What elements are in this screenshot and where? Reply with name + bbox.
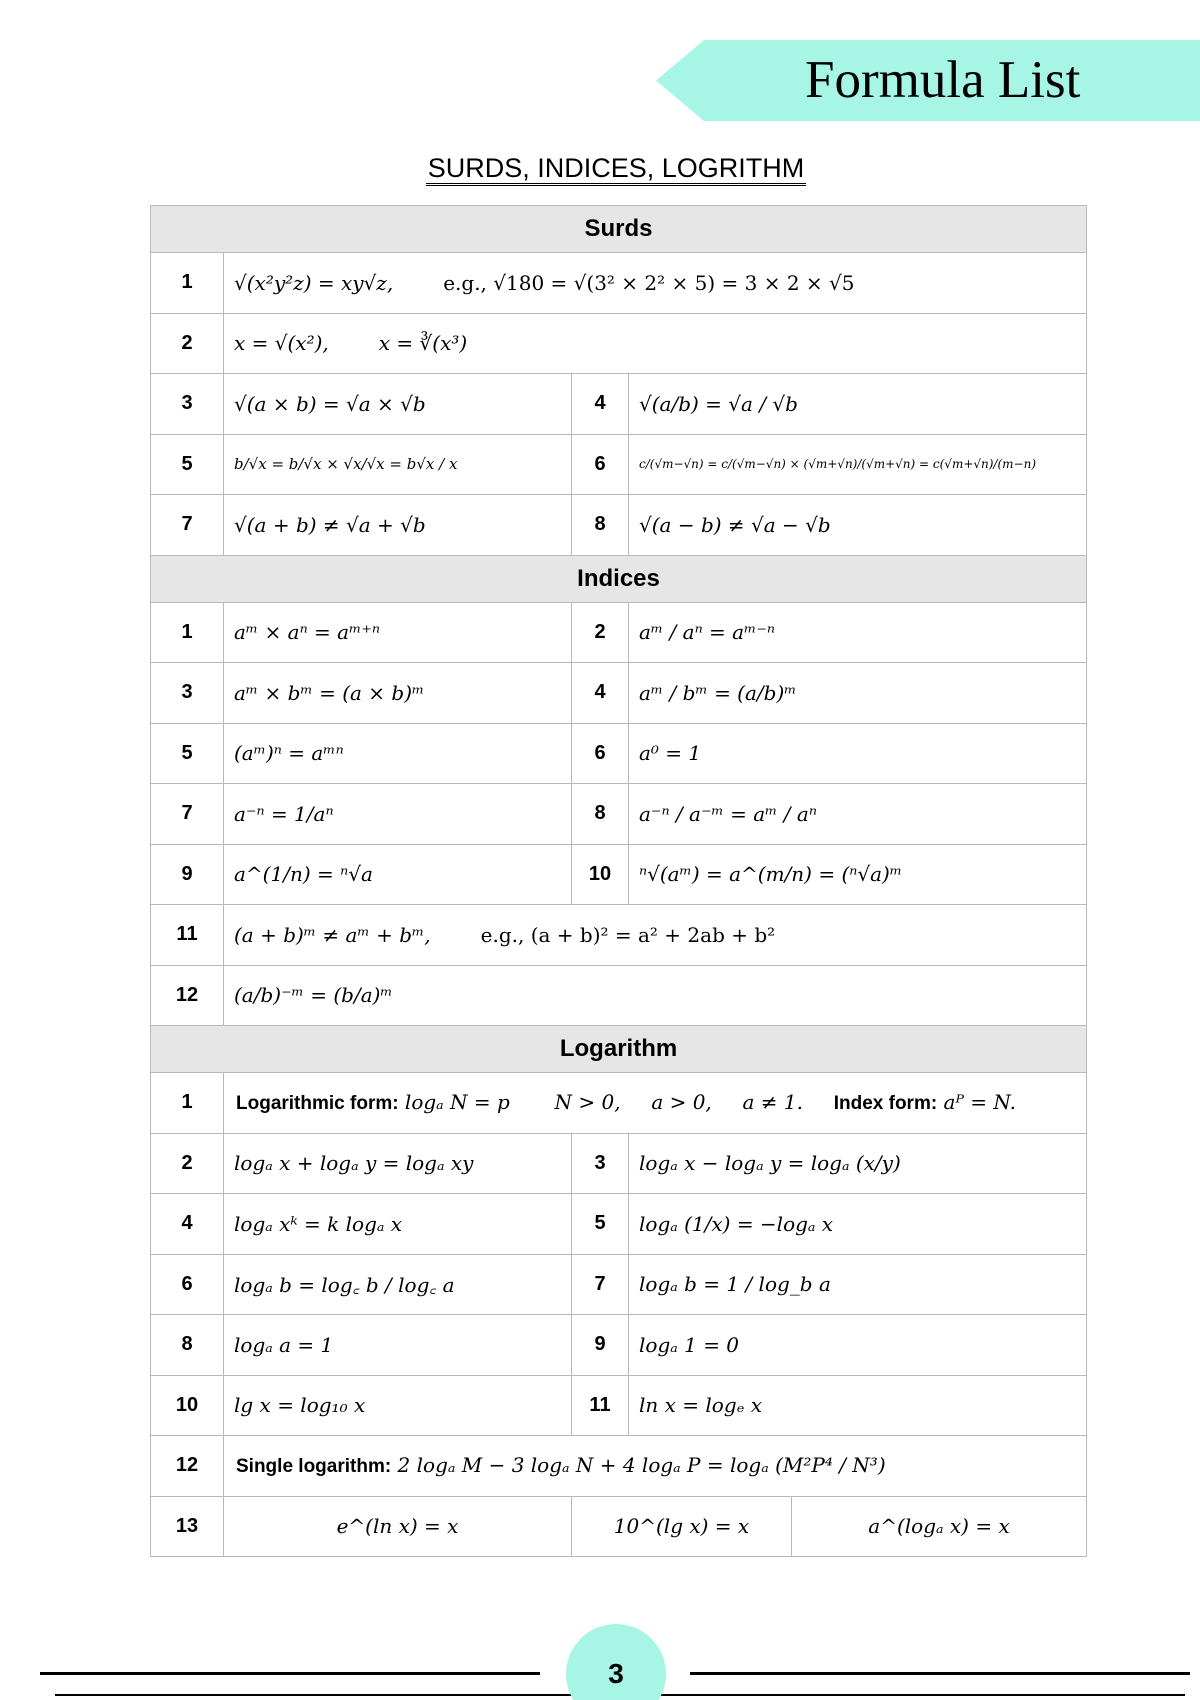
formula-number: 12 [151,965,224,1026]
table-row [151,495,1087,556]
index-form-label: Index form: [833,1093,938,1115]
formula-number: 3 [151,374,224,435]
table-row [151,905,1087,966]
formula: 2 logₐ M − 3 logₐ N + 4 logₐ P = logₐ (M²P⁴ / N³) [397,1453,886,1478]
formula-number: 13 [151,1496,224,1557]
formula-number: 4 [151,1194,224,1255]
table-row [151,253,1087,314]
formula: c/(√m−√n) = c/(√m−√n) × (√m+√n)/(√m+√n) = c(√m+√n)/(m−n) [629,434,1087,495]
formula: e^(ln x) = x [224,1496,572,1557]
log-form-formula: logₐ N = p [404,1090,510,1115]
formula-number: 2 [151,313,224,374]
formula-number: 7 [151,495,224,556]
formula-number: 7 [572,1254,629,1315]
formula-number: 6 [572,434,629,495]
formula: logₐ b = log꜀ b / log꜀ a [224,1254,572,1315]
formula-number: 8 [151,1315,224,1376]
table-row [151,723,1087,784]
condition: a ≠ 1. [742,1090,803,1115]
formula-number: 6 [151,1254,224,1315]
formula: logₐ xᵏ = k logₐ x [224,1194,572,1255]
formula-number: 3 [572,1133,629,1194]
formula: √(a/b) = √a / √b [629,374,1087,435]
formula-example: e.g., √180 = √(3² × 2² × 5) = 3 × 2 × √5 [443,270,855,295]
formula: a^(1/n) = ⁿ√a [224,844,572,905]
formula-number: 5 [151,434,224,495]
formula-number: 4 [572,374,629,435]
formula: √(x²y²z) = xy√z, [234,270,394,295]
formula: aᵐ × bᵐ = (a × b)ᵐ [224,663,572,724]
table-row [151,1436,1087,1497]
table-row [151,1254,1087,1315]
table-row [151,313,1087,374]
formula: √(a − b) ≠ √a − √b [629,495,1087,556]
condition: N > 0, [554,1090,621,1115]
section-title: Logarithm [151,1026,1087,1073]
formula: logₐ x − logₐ y = logₐ (x/y) [629,1133,1087,1194]
table-row [151,784,1087,845]
formula: logₐ b = 1 / log_b a [629,1254,1087,1315]
formula-number: 8 [572,784,629,845]
formula: x = √(x²), [234,331,329,356]
single-log-label: Single logarithm: [236,1456,392,1478]
index-form-formula: aᴾ = N. [943,1090,1016,1115]
formula-number: 1 [151,1073,224,1134]
formula-number: 10 [151,1375,224,1436]
formula-number: 1 [151,253,224,314]
table-row [151,602,1087,663]
table-row [151,1375,1087,1436]
formula-cell [224,313,1087,374]
formula-table [150,205,1087,1557]
banner-title: Formula List [805,51,1081,109]
formula-number: 7 [151,784,224,845]
condition: a > 0, [651,1090,712,1115]
formula-number: 5 [572,1194,629,1255]
formula: aᵐ / bᵐ = (a/b)ᵐ [629,663,1087,724]
section-title: Indices [151,555,1087,602]
formula: logₐ x + logₐ y = logₐ xy [224,1133,572,1194]
formula: logₐ (1/x) = −logₐ x [629,1194,1087,1255]
formula-number: 2 [572,602,629,663]
formula: a⁻ⁿ / a⁻ᵐ = aᵐ / aⁿ [629,784,1087,845]
formula-number: 5 [151,723,224,784]
formula-number: 8 [572,495,629,556]
formula-number: 11 [572,1375,629,1436]
formula: (a/b)⁻ᵐ = (b/a)ᵐ [224,965,1087,1026]
table-row [151,1194,1087,1255]
formula-number: 11 [151,905,224,966]
table-row [151,965,1087,1026]
formula: a^(logₐ x) = x [792,1496,1087,1557]
formula: √(a + b) ≠ √a + √b [224,495,572,556]
formula-number: 9 [572,1315,629,1376]
section-header-indices [151,555,1087,602]
formula-cell [224,905,1087,966]
table-row [151,1133,1087,1194]
footer-rule-left [40,1672,540,1675]
formula-example: e.g., (a + b)² = a² + 2ab + b² [480,922,776,947]
formula-example: x = ∛(x³) [378,331,468,356]
formula-cell [224,1073,1087,1134]
formula: lg x = log₁₀ x [224,1375,572,1436]
formula: √(a × b) = √a × √b [224,374,572,435]
formula: logₐ 1 = 0 [629,1315,1087,1376]
formula: aᵐ × aⁿ = aᵐ⁺ⁿ [224,602,572,663]
formula: b/√x = b/√x × √x/√x = b√x / x [224,434,572,495]
formula-number: 4 [572,663,629,724]
formula-number: 12 [151,1436,224,1497]
section-header-surds [151,206,1087,253]
table-row [151,1315,1087,1376]
table-row [151,663,1087,724]
formula: logₐ a = 1 [224,1315,572,1376]
log-form-label: Logarithmic form: [236,1093,399,1115]
formula-cell [224,253,1087,314]
document-heading-text: SURDS, INDICES, LOGRITHM [426,153,807,186]
section-title: Surds [151,206,1087,253]
formula: ⁿ√(aᵐ) = a^(m/n) = (ⁿ√a)ᵐ [629,844,1087,905]
formula-number: 10 [572,844,629,905]
table-row [151,434,1087,495]
formula: (a + b)ᵐ ≠ aᵐ + bᵐ, [234,922,431,947]
formula-number: 1 [151,602,224,663]
table-row [151,374,1087,435]
formula-cell [224,1436,1087,1497]
section-header-logarithm [151,1026,1087,1073]
formula-number: 2 [151,1133,224,1194]
formula: a⁻ⁿ = 1/aⁿ [224,784,572,845]
formula: ln x = logₑ x [629,1375,1087,1436]
table-row [151,1073,1087,1134]
page-number: 3 [608,1658,624,1689]
document-heading [0,150,1200,186]
formula: aᵐ / aⁿ = aᵐ⁻ⁿ [629,602,1087,663]
formula-number: 9 [151,844,224,905]
table-row [151,1496,1087,1557]
table-row [151,844,1087,905]
formula: (aᵐ)ⁿ = aᵐⁿ [224,723,572,784]
footer-rule-right [690,1672,1190,1675]
formula: a⁰ = 1 [629,723,1087,784]
formula: 10^(lg x) = x [572,1496,792,1557]
formula-number: 6 [572,723,629,784]
formula-number: 3 [151,663,224,724]
